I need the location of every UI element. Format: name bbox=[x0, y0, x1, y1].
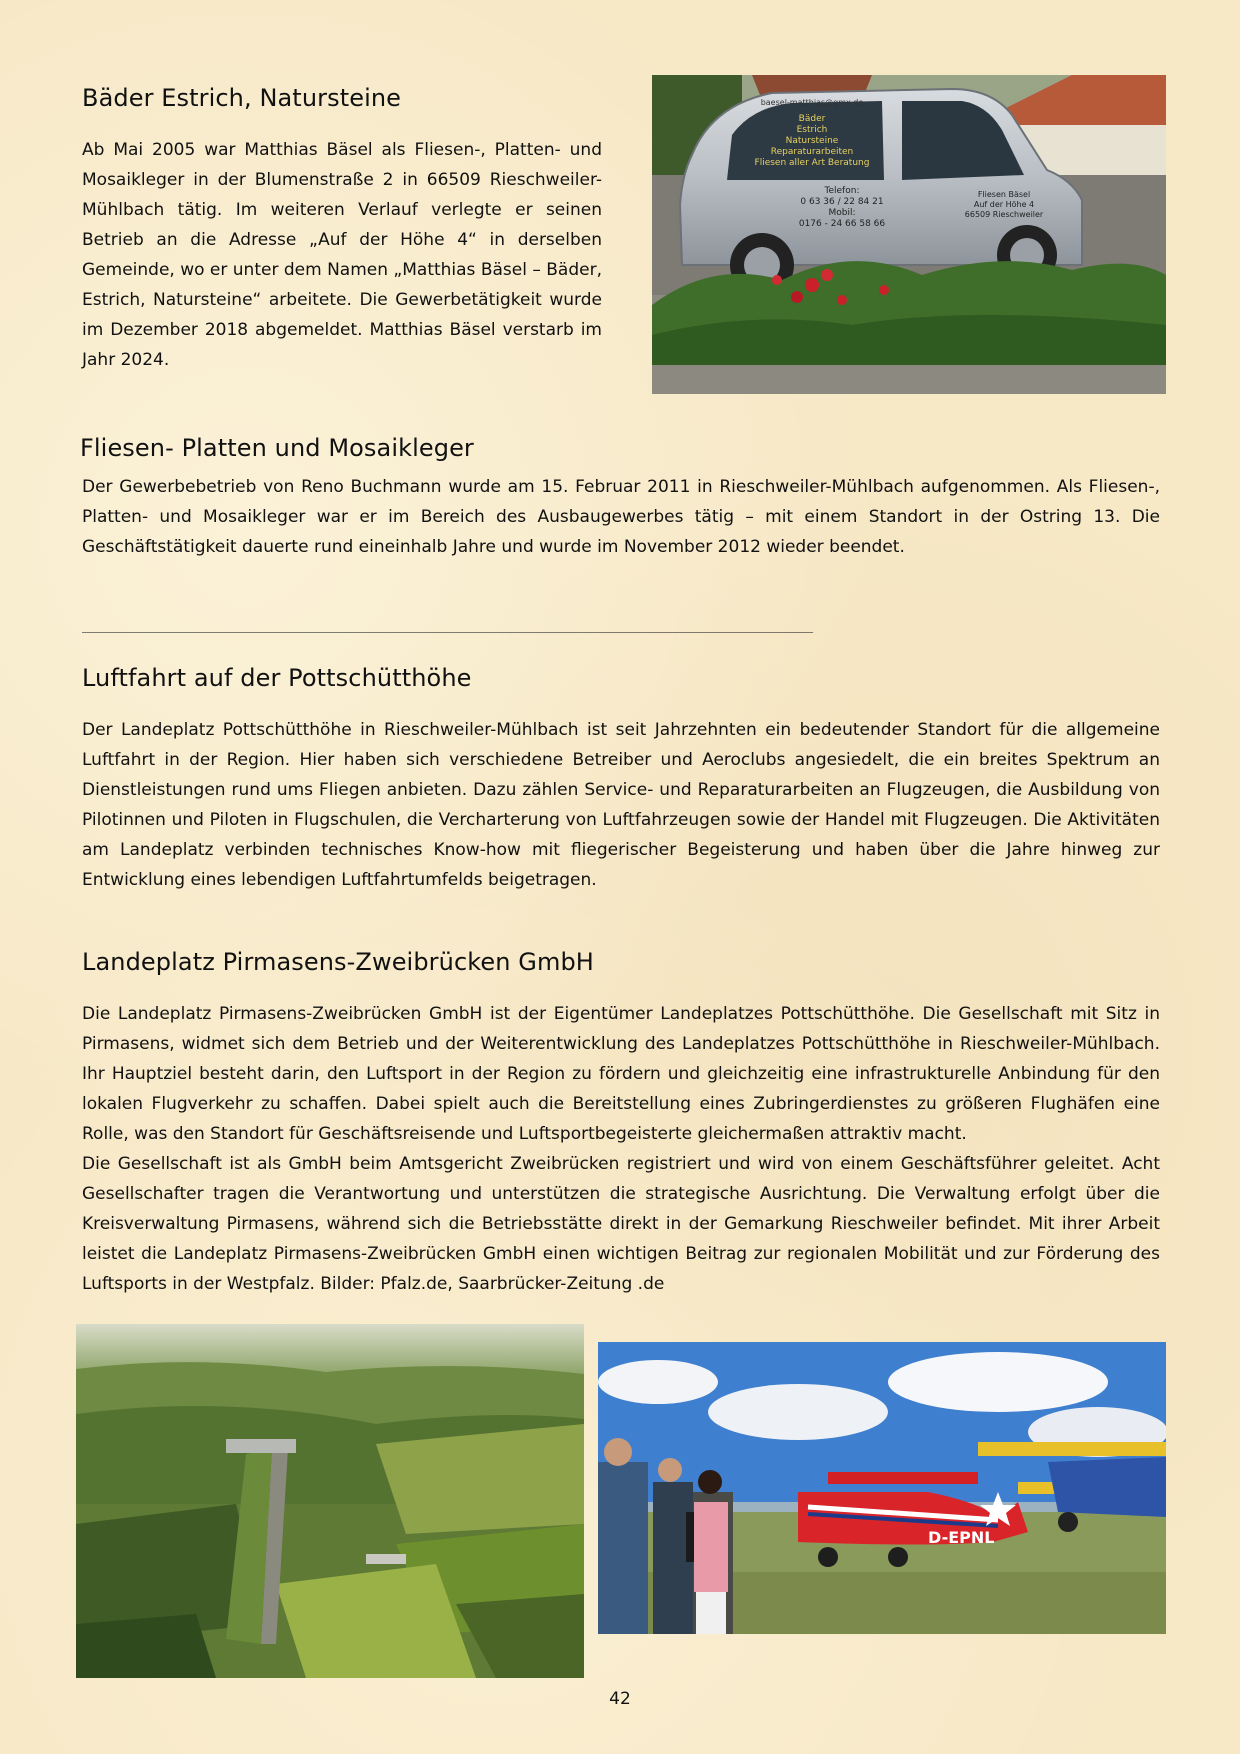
van-door-line-3: 66509 Rieschweiler bbox=[964, 210, 1044, 219]
van-line-5: Fliesen aller Art Beratung bbox=[754, 158, 870, 168]
plane-registration: D-EPNL bbox=[928, 1528, 995, 1547]
section-title-baeder: Bäder Estrich, Natursteine bbox=[82, 84, 402, 112]
section-body-landeplatz-2: Die Gesellschaft ist als GmbH beim Amtsgericht Zweibrücken registriert und wird von einem Geschäftsführer geleitet. Acht Gesellschafter tragen die Verantwortung und unterstützen die strategische Ausrichtung. Die Verwaltung erfolgt über die Kreisverwaltung Pirmasens, während sich die Betriebsstätte direkt in der Gemarkung Rieschweiler befindet. Mit ihrer Arbeit leistet die Landeplatz Pirmasens-Zweibrücken GmbH einen wichtigen Beitrag zur regionalen Mobilität und zur Förderung des Luftsports in der Westpfalz. Bilder: Pfalz.de, Saarbrücker-Zeitung .de bbox=[82, 1154, 1160, 1294]
van-line-4: Reparaturarbeiten bbox=[770, 147, 854, 157]
section-title-landeplatz: Landeplatz Pirmasens-Zweibrücken GmbH bbox=[82, 948, 594, 976]
section-body-fliesen: Der Gewerbebetrieb von Reno Buchmann wurde am 15. Februar 2011 in Rieschweiler-Mühlbach aufgenommen. Als Fliesen-, Platten- und Mosaikleger war er im Bereich des Ausbaugewerbes tätig – mit einem Standort in der Ostring 13. Die Geschäftstätigkeit dauerte rund eineinhalb Jahre und wurde im November 2012 wieder beendet. bbox=[82, 477, 1160, 557]
section-body-luftfahrt: Der Landeplatz Pottschütthöhe in Rieschweiler-Mühlbach ist seit Jahrzehnten ein bedeutender Standort für die allgemeine Luftfahrt in der Region. Hier haben sich verschiedene Betreiber und Aeroclubs angesiedelt, die ein breites Spektrum an Dienstleistungen rund ums Fliegen anbieten. Dazu zählen Service- und Reparaturarbeiten an Flugzeugen, die Ausbildung von Pilotinnen und Piloten in Flugschulen, die Vercharterung von Luftfahrzeugen sowie der Handel mit Flugzeugen. Die Aktivitäten am Landeplatz verbinden technisches Know-how mit fliegerischer Begeisterung und haben über die Jahre hinweg zur Entwicklung eines lebendigen Luftfahrtumfelds beigetragen. bbox=[82, 720, 1160, 890]
van-door-line-1: Fliesen Bäsel bbox=[977, 190, 1031, 199]
van-mobil: 0176 - 24 66 58 66 bbox=[798, 219, 886, 229]
section-body-baeder: Ab Mai 2005 war Matthias Bäsel als Fliesen-, Platten- und Mosaikleger in der Blumenstraße 2 in 66509 Rieschweiler-Mühlbach tätig. Im weiteren Verlauf verlegte er seinen Betrieb an die Adresse „Auf der Höhe 4“ in derselben Gemeinde, wo er unter dem Namen „Matthias Bäsel – Bäder, Estrich, Natursteine“ arbeitete. Die Gewerbetätigkeit wurde im Dezember 2018 abgemeldet. Matthias Bäsel verstarb im Jahr 2024. bbox=[82, 140, 602, 370]
section-body-landeplatz-1: Die Landeplatz Pirmasens-Zweibrücken GmbH ist der Eigentümer Landeplatzes Pottschütthöhe. Die Gesellschaft mit Sitz in Pirmasens, widmet sich dem Betrieb und der Weiterentwicklung des Landeplatzes Pottschütthöhe in Rieschweiler-Mühlbach. Ihr Hauptziel besteht darin, den Luftsport in der Region zu fördern und gleichzeitig eine infrastrukturelle Anbindung für den lokalen Flugverkehr zu schaffen. Dabei spielt auch die Bereitstellung eines Zubringerdienstes zu größeren Flughäfen eine Rolle, was den Standort für Geschäftsreisende und Luftsportbegeisterte gleichermaßen attraktiv macht. bbox=[82, 1004, 1160, 1144]
page-number: 42 bbox=[609, 1689, 631, 1709]
van-email-text: baesel-matthias@gmx.de bbox=[760, 98, 864, 107]
van-photo bbox=[652, 75, 1166, 394]
van-line-3: Natursteine bbox=[785, 136, 839, 146]
section-divider: ________________________________________________________________________________ bbox=[82, 614, 813, 633]
section-title-fliesen: Fliesen- Platten und Mosaikleger bbox=[80, 434, 474, 462]
aerial-airfield-photo bbox=[76, 1324, 584, 1678]
van-line-1: Bäder bbox=[798, 114, 826, 124]
van-mobil-label: Mobil: bbox=[828, 208, 856, 218]
airshow-photo bbox=[598, 1342, 1166, 1634]
van-door-line-2: Auf der Höhe 4 bbox=[973, 200, 1035, 209]
van-telefon: 0 63 36 / 22 84 21 bbox=[800, 197, 884, 207]
van-telefon-label: Telefon: bbox=[824, 186, 860, 196]
section-title-luftfahrt: Luftfahrt auf der Pottschütthöhe bbox=[82, 664, 472, 692]
van-line-2: Estrich bbox=[796, 125, 828, 135]
